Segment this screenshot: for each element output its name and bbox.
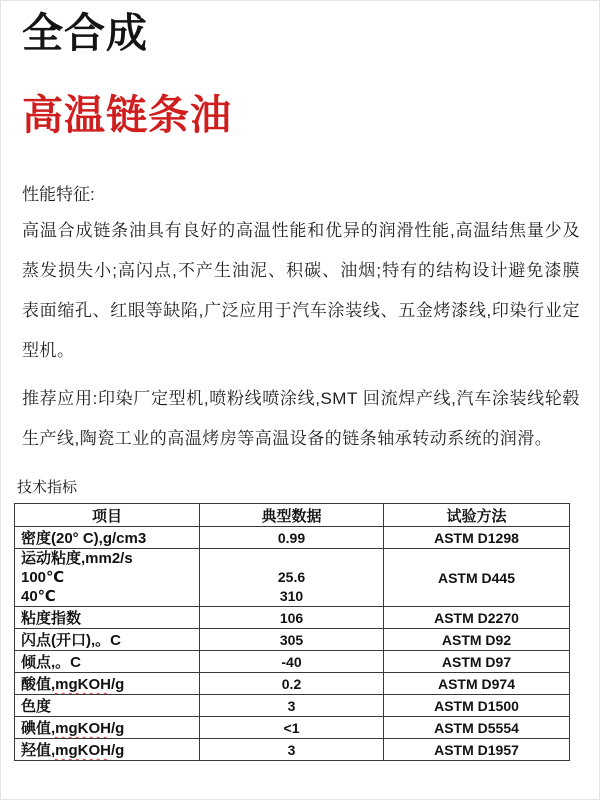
spec-header-row bbox=[15, 504, 570, 527]
spec-item-cell: 色度 bbox=[15, 695, 200, 717]
table-row bbox=[15, 629, 570, 651]
spellcheck-underline: ,mgKOH bbox=[51, 720, 112, 737]
spec-item-cell: 倾点,。C bbox=[15, 651, 200, 673]
specs-heading: 技术指标 bbox=[17, 479, 78, 496]
spec-method-cell: ASTM D1500 bbox=[384, 695, 570, 717]
product-title: 高温链条油 bbox=[22, 92, 232, 138]
spec-value-cell: <1 bbox=[200, 717, 384, 739]
spec-method-cell: ASTM D2270 bbox=[384, 607, 570, 629]
table-row bbox=[15, 527, 570, 549]
spec-method-cell: ASTM D1298 bbox=[384, 527, 570, 549]
spec-value-cell: 3 bbox=[200, 695, 384, 717]
features-heading: 性能特征: bbox=[22, 185, 95, 204]
spec-item-cell: 闪点(开口),。C bbox=[15, 629, 200, 651]
spec-method-cell: ASTM D5554 bbox=[384, 717, 570, 739]
spec-value-cell: 3 bbox=[200, 739, 384, 761]
spellcheck-underline: ,mgKOH bbox=[51, 676, 112, 693]
spec-item-cell: 粘度指数 bbox=[15, 607, 200, 629]
spec-value-cell: 25.6 310 bbox=[200, 549, 384, 607]
spec-col-header: 试验方法 bbox=[384, 504, 570, 527]
spec-col-header: 典型数据 bbox=[200, 504, 384, 527]
applications-paragraph: 推荐应用:印染厂定型机,喷粉线喷涂线,SMT 回流焊产线,汽车涂装线轮毂生产线,陶瓷工业的高温烤房等高温设备的链条轴承转动系统的润滑。 bbox=[22, 389, 580, 448]
brand-title: 全合成 bbox=[22, 10, 148, 56]
table-row bbox=[15, 695, 570, 717]
table-row bbox=[15, 651, 570, 673]
spec-method-cell: ASTM D97 bbox=[384, 651, 570, 673]
spec-item-cell: 羟值,mgKOH/g bbox=[15, 739, 200, 761]
table-row bbox=[15, 549, 570, 607]
spec-value-cell: 305 bbox=[200, 629, 384, 651]
spec-value-cell: 106 bbox=[200, 607, 384, 629]
spec-table bbox=[14, 503, 570, 761]
table-row bbox=[15, 673, 570, 695]
table-row bbox=[15, 739, 570, 761]
spellcheck-underline: ,mgKOH bbox=[51, 742, 112, 759]
spec-method-cell: ASTM D92 bbox=[384, 629, 570, 651]
spec-table-header bbox=[15, 504, 570, 527]
spec-item-cell: 运动粘度,mm2/s 100℃ 40℃ bbox=[15, 549, 200, 607]
spec-value-cell: 0.99 bbox=[200, 527, 384, 549]
spec-item-cell: 碘值,mgKOH/g bbox=[15, 717, 200, 739]
table-row bbox=[15, 607, 570, 629]
spec-table-body bbox=[15, 527, 570, 761]
spec-col-header: 项目 bbox=[15, 504, 200, 527]
spec-value-cell: 0.2 bbox=[200, 673, 384, 695]
spec-item-cell: 密度(20° C),g/cm3 bbox=[15, 527, 200, 549]
spec-method-cell: ASTM D445 bbox=[384, 549, 570, 607]
spec-method-cell: ASTM D1957 bbox=[384, 739, 570, 761]
features-paragraph: 高温合成链条油具有良好的高温性能和优异的润滑性能,高温结焦量少及蒸发损失小;高闪点,不产生油泥、积碳、油烟;特有的结构设计避免漆膜表面缩孔、红眼等缺陷,广泛应用于汽车涂装线、五金烤漆线,印染行业定型机。 bbox=[22, 221, 580, 360]
table-row bbox=[15, 717, 570, 739]
spec-item-cell: 酸值,mgKOH/g bbox=[15, 673, 200, 695]
spec-method-cell: ASTM D974 bbox=[384, 673, 570, 695]
spec-value-cell: -40 bbox=[200, 651, 384, 673]
